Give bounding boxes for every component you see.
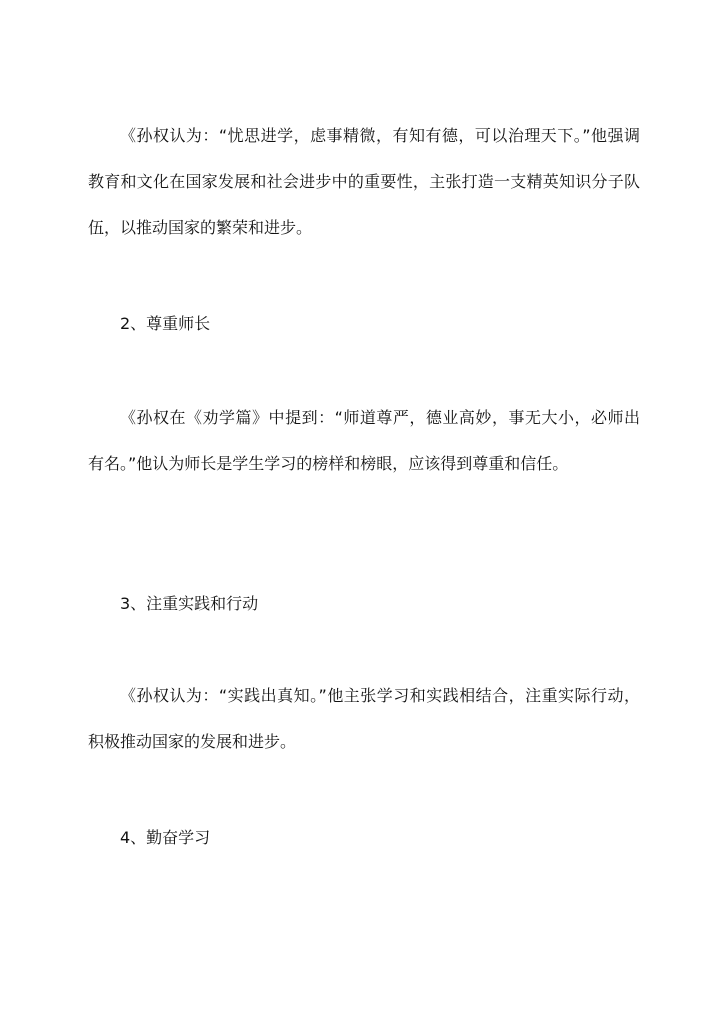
paragraph-governance: 《孙权认为：“忧思进学，虑事精微，有知有德，可以治理天下。”他强调教育和文化在国家发展和社会进步中的重要性，主张打造一支精英知识分子队伍，以推动国家的繁荣和进步。 — [88, 126, 640, 237]
heading-practice-action: 3、注重实践和行动 — [120, 594, 259, 613]
heading-respect-teachers: 2、尊重师长 — [120, 314, 211, 333]
paragraph-respect-teachers: 《孙权在《劝学篇》中提到：“师道尊严，德业高妙，事无大小，必师出有名。”他认为师长是学生学习的榜样和榜眼，应该得到尊重和信任。 — [88, 408, 640, 473]
paragraph-practice-action: 《孙权认为：“实践出真知。”他主张学习和实践相结合，注重实际行动，积极推动国家的发展和进步。 — [88, 686, 640, 751]
heading-diligent-study: 4、勤奋学习 — [120, 828, 211, 847]
